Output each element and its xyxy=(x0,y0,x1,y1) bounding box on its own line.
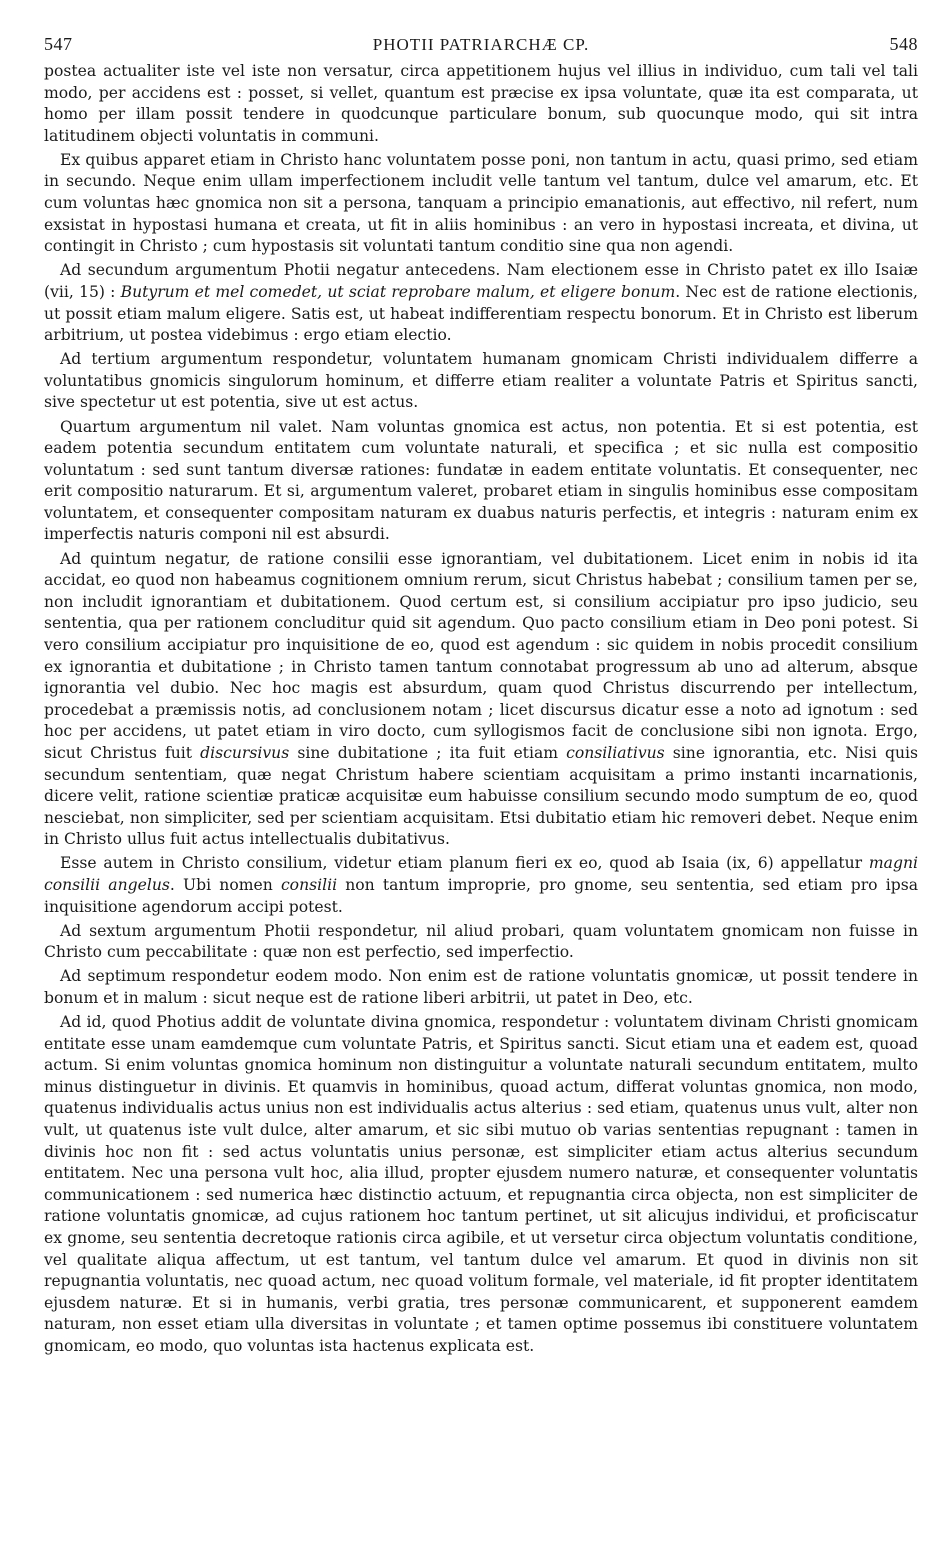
paragraph-4: Ad tertium argumentum respondetur, voluntatem humanam gnomicam Christi individualem differre a voluntatibus gnomicis singulorum hominum, et differre etiam realiter a voluntate Patris et Spiritus sancti, sive spectetur ut est potentia, sive ut est actus. xyxy=(44,350,918,412)
paragraph-5: Quartum argumentum nil valet. Nam voluntas gnomica est actus, non potentia. Et si est potentia, est eadem potentia secundum entitatem cum voluntate naturali, et specifica ; et sic nulla est compositio voluntatum : sed sunt tantum diversæ rationes: fundatæ in eadem entitate voluntatis. Et consequenter, nec erit compositio naturarum. Et si, argumentum valeret, probaret etiam in singulis hominibus esse compositam voluntatem, et consequenter compositam naturam ex duabus naturis perfectis, et integris : naturam enim ex imperfectis naturis componi nil est absurdi. xyxy=(44,417,918,544)
paragraph-3-text: Ad secundum argumentum Photii negatur antecedens. Nam electionem esse in Christo patet ex illo Isaiæ (vii, 15) : xyxy=(44,261,918,301)
scripture-quote: Butyrum et mel comedet, ut sciat reprobare malum, et eligere bonum xyxy=(120,282,676,301)
paragraph-6 xyxy=(44,549,918,851)
paragraph-9: Ad septimum respondetur eodem modo. Non enim est de ratione voluntatis gnomicæ, ut possit tendere in bonum et in malum : sicut neque est de ratione liberi arbitrii, ut patet in Deo, etc. xyxy=(44,967,918,1007)
paragraph-6-text: Ad quintum negatur, de ratione consilii esse ignorantiam, vel dubitationem. Licet enim in nobis id ita accidat, eo quod non habeamus cognitionem omnium rerum, sicut Christus habebat ; consilium tamen per se, non includit ignorantiam et dubitationem. Quod certum est, si consilium accipiatur pro ipso judicio, seu sententia, qua per rationem concluditur quid sit agendum. Quo pacto consilium etiam in Deo poni potest. Si vero consilium accipiatur pro inquisitione de eo, quod est agendum : sic quidem in nobis procedit consilium ex ignorantia et dubitatione ; in Christo tamen tantum connotabat progressum ab uno ad alterum, absque ignorantia vel dubio. Nec hoc magis est absurdum, quam quod Christus discurrendo per intellectum, procedebat a præmissis notis, ad conclusionem notam ; licet discursus dicatur esse a noto ad ignotum : sed hoc per accidens, ut patet etiam in viro docto, cum syllogismos facit de conclusione sibi non ignota. Ergo, sicut Christus fuit xyxy=(44,549,918,762)
paragraph-6-text-end: sine ignorantia, etc. Nisi quis secundum sententiam, quæ negat Christum habere scientiam acquisitam a primo instanti incarnationis, dicere velit, ratione scientiæ praticæ acquisitæ eum habuisse consilium secundo modo sumptum de eo, quod nesciebat, non simpliciter, sed per scientiam acquisitam. Etsi dubitatio etiam hic removeri debet. Neque enim in Christo ullus fuit actus intellectualis dubitativus. xyxy=(44,743,919,849)
paragraph-7-text-mid: . Ubi nomen xyxy=(169,875,281,894)
paragraph-6-text-mid: sine dubitatione ; ita fuit etiam xyxy=(289,743,567,762)
paragraph-7 xyxy=(44,853,918,918)
page-number-right: 548 xyxy=(889,34,918,54)
paragraph-7-text: Esse autem in Christo consilium, videtur etiam planum fieri ex eo, quod ab Isaia (ix, 6) appellatur xyxy=(60,854,869,873)
paragraph-2: Ex quibus apparet etiam in Christo hanc voluntatem posse poni, non tantum in actu, quasi primo, sed etiam in secundo. Neque enim ullam imperfectionem includit velle tantum vel tantum, dulce vel amarum, etc. Et cum voluntas hæc gnomica non sit a persona, tanquam a principio emanationis, aut effectivo, nil refert, num exsistat in hypostasi humana et creata, ut fit in aliis hominibus : an vero in hypostasi increata, et divina, ut contingit in Christo ; cum hypostasis sit voluntati tantum conditio sine qua non agendi. xyxy=(44,150,918,256)
paragraph-3 xyxy=(44,260,918,346)
paragraph-3-text-end: . Nec est de ratione electionis, ut possit etiam malum eligere. Satis est, ut habeat indifferentiam respectu bonorum. Et in Christo est liberum arbitrium, ut postea videbimus : ergo etiam electio. xyxy=(44,282,919,345)
running-title: PHOTII PATRIARCHÆ CP. xyxy=(372,35,590,54)
term-consilii: consilii xyxy=(280,875,338,894)
paragraph-1: postea actualiter iste vel iste non versatur, circa appetitionem hujus vel illius in individuo, cum tali vel tali modo, per accidens est : posset, si vellet, quantum est præcise ex ipsa voluntate, quæ ita est comparata, ut homo per illam possit tendere in quodcunque particulare bonum, sub quocunque modo, qui sit intra latitudinem objecti voluntatis in communi. xyxy=(44,62,918,145)
paragraph-10: Ad id, quod Photius addit de voluntate divina gnomica, respondetur : voluntatem divinam Christi gnomicam entitate esse unam eamdemque cum voluntate Patris, et Spiritus sancti. Sicut etiam una et eadem est, quoad actum. Si enim voluntas gnomica hominum non distinguitur a voluntate naturali secundum entitatem, multo minus distinguetur in divinis. Et quamvis in hominibus, quoad actum, differat voluntas gnomica, non modo, quatenus individualis actus unius non est individualis actus alterius : sed etiam, quatenus unus vult, alter non vult, ut quatenus iste vult dulce, alter amarum, et sic sibi mutuo ob varias sententias repugnant : tamen in divinis hoc non fit : sed actus voluntatis unius personæ, est simpliciter etiam actus alterius secundum entitatem. Nec una persona vult hoc, alia illud, propter ejusdem numero naturæ, et consequenter voluntatis communicationem : sed numerica hæc distinctio actuum, et repugnantia circa objecta, non est simpliciter de ratione voluntatis gnomicæ, ad cujus rationem hoc tantum pertinet, ut sit alicujus individui, et proficiscatur ex gnome, seu sententia decretoque rationis circa agibile, et ut versetur circa objectum voluntatis conditione, vel qualitate aliqua affectum, ut est tantum, vel tantum dulce vel amarum. Et quod in divinis non sit repugnantia voluntatis, nec quoad actum, nec quoad volitum formale, vel materiale, id fit propter identitatem ejusdem naturæ. Et si in humanis, verbi gratia, tres personæ communicarent, et supponerent eamdem naturam, non esset etiam ulla diversitas in voluntate ; et tamen optime possemus ibi constituere voluntatem gnomicam, eo modo, quo voluntas ista hactenus explicata est. xyxy=(44,1013,918,1355)
term-discursivus: discursivus xyxy=(200,743,290,762)
body-text xyxy=(44,61,918,1358)
paragraph-7-text-end: non tantum improprie, pro gnome, seu sententia, sed etiam pro ipsa inquisitione agendorum accipi potest. xyxy=(44,875,918,916)
paragraph-8: Ad sextum argumentum Photii respondetur, nil aliud probari, quam voluntatem gnomicam non fuisse in Christo cum peccabilitate : quæ non est perfectio, sed imperfectio. xyxy=(44,921,918,962)
term-consiliativus: consiliativus xyxy=(566,743,665,762)
running-header xyxy=(44,34,918,55)
term-magni-consilii: magni consilii angelus xyxy=(44,854,918,894)
page-number-left: 547 xyxy=(44,34,73,54)
